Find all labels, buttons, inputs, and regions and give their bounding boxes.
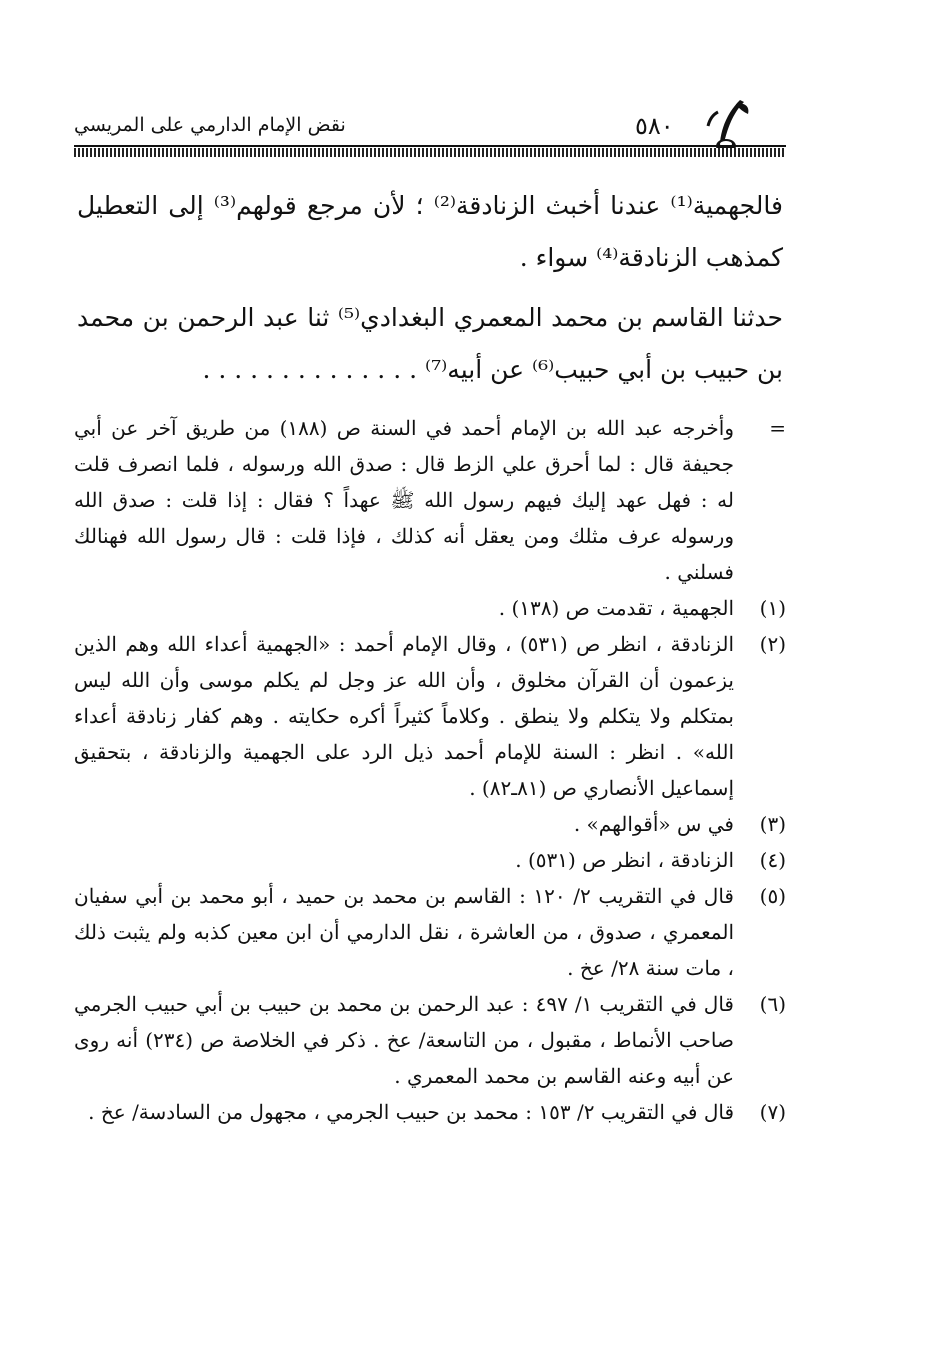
footnote-item xyxy=(74,806,786,842)
footnote-marker: (٣) xyxy=(759,812,786,836)
footnote-text: قال في التقريب ١/ ٤٩٧ : عبد الرحمن بن محمد بن حبيب بن أبي حبيب الجرمي صاحب الأنماط ، مقبول ، من التاسعة/ عخ . ذكر في الخلاصة ص (٢٣٤) أنه روى عن أبيه وعنه القاسم بن محمد المعمري . xyxy=(74,992,734,1088)
footnote-item xyxy=(74,878,786,986)
footnote-marker: (٢) xyxy=(759,632,786,656)
footnote-item xyxy=(74,590,786,626)
footnote-text: الزنادقة ، انظر ص (٥٣١) . xyxy=(515,848,734,872)
main-paragraph-1: فالجهمية⁽¹⁾ عندنا أخبث الزنادقة⁽²⁾ ؛ لأن مرجع قولهم⁽³⁾ إلى التعطيل كمذهب الزنادقة⁽⁴⁾ سواء . xyxy=(77,191,783,272)
footnotes xyxy=(74,410,786,1130)
footnote-item xyxy=(74,626,786,806)
header-rule-pattern xyxy=(74,148,786,157)
main-text xyxy=(77,180,783,396)
footnote-marker: (٦) xyxy=(759,992,786,1016)
footnote-marker: (٤) xyxy=(759,848,786,872)
footnote-marker: (١) xyxy=(759,596,786,620)
footnote-marker: (٧) xyxy=(759,1100,786,1124)
footnote-text: الجهمية ، تقدمت ص (١٣٨) . xyxy=(498,596,734,620)
main-paragraph-2: حدثنا القاسم بن محمد المعمري البغدادي⁽⁵⁾ ثنا عبد الرحمن بن محمد بن حبيب بن أبي حبيب⁽⁶⁾ عن أبيه⁽⁷⁾ . . . . . . . . . . . . . . xyxy=(77,303,783,384)
footnote-text: الزنادقة ، انظر ص (٥٣١) ، وقال الإمام أحمد : «الجهمية أعداء الله وهم الذين يزعمون أن القرآن مخلوق ، وأن الله عز وجل لم يكلم موسى وأن الله ليس بمتكلم ولا يتكلم ولا ينطق . وكلاماً كثيراً أكره حكايته . وهم كفار زنادقة أعداء الله» . انظر : السنة للإمام أحمد ذيل الرد على الجهمية والزنادقة ، بتحقيق إسماعيل الأنصاري ص (٨١ـ٨٢) . xyxy=(74,632,735,800)
header-rule-line xyxy=(74,145,786,147)
page-number: ٥٨٠ xyxy=(635,112,674,140)
running-header-title: نقض الإمام الدارمي على المريسي xyxy=(74,114,346,136)
footnote-item xyxy=(74,842,786,878)
footnote-text: قال في التقريب ٢/ ١٥٣ : محمد بن حبيب الجرمي ، مجهول من السادسة/ عخ . xyxy=(88,1100,734,1124)
footnote-text: في س «أقوالهم» . xyxy=(573,812,734,836)
footnote-item xyxy=(74,986,786,1094)
footnote-continuation-text: وأخرجه عبد الله بن الإمام أحمد في السنة ص (١٨٨) من طريق آخر عن أبي جحيفة قال : لما أحرق علي الزط قال : صدق الله ورسوله ، فلما انصرف قلت له : فهل عهد إليك فيهم رسول الله ﷺ عهداً ؟ فقال : إذا قلت : صدق الله ورسوله عرف مثلك ومن يعقل أنه كذلك ، فإذا قلت : قال رسول الله فهنالك فسلني . xyxy=(74,416,734,584)
footnote-marker: (٥) xyxy=(759,884,786,908)
footnote-continuation xyxy=(74,410,786,590)
footnote-item xyxy=(74,1094,786,1130)
continuation-mark: = xyxy=(769,416,786,440)
footnote-text: قال في التقريب ٢/ ١٢٠ : القاسم بن محمد بن حميد ، أبو محمد بن أبي سفيان المعمري ، صدوق ، من العاشرة ، نقل الدارمي أن ابن معين كذبه ولم يثبت ذلك ، مات سنة ٢٨/ عخ . xyxy=(74,884,734,980)
